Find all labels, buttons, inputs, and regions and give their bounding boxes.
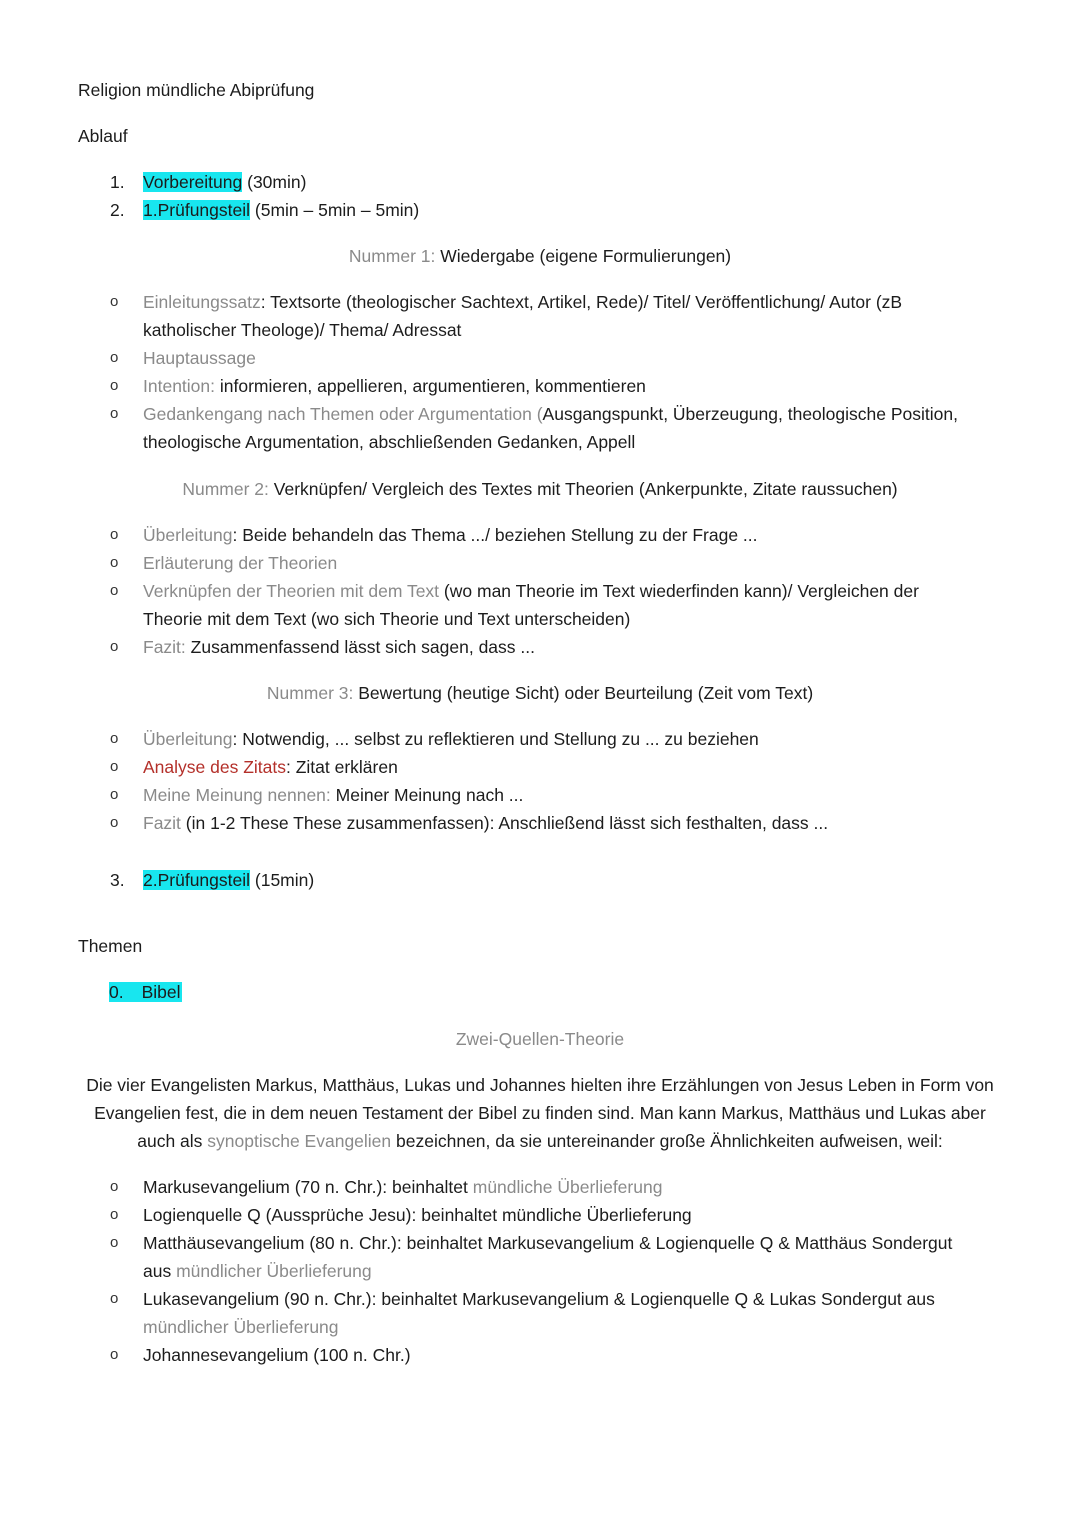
bullet-icon: o (110, 349, 119, 366)
page-title: Religion mündliche Abiprüfung (78, 80, 315, 100)
nummer2-heading: Nummer 2: Verknüpfen/ Vergleich des Textes mit Theorien (Ankerpunkte, Zitate raussuchen) (182, 479, 898, 499)
bullet-icon: o (110, 1206, 119, 1223)
step-2-number: 2. (110, 200, 125, 220)
bullet-icon: o (110, 1178, 119, 1195)
bullet-icon: o (110, 554, 119, 571)
step-3-duration: (15min) (250, 870, 315, 890)
list-item-continuation: theologische Argumentation, abschließenden Gedanken, Appell (143, 432, 636, 452)
bullet-icon: o (110, 786, 119, 803)
list-item-continuation: aus mündlicher Überlieferung (143, 1261, 372, 1281)
bullet-icon: o (110, 526, 119, 543)
bullet-icon: o (110, 1346, 119, 1363)
nummer3-heading: Nummer 3: Bewertung (heutige Sicht) oder Beurteilung (Zeit vom Text) (266, 683, 814, 703)
themen-item-number: 0. (109, 982, 124, 1002)
bullet-icon: o (110, 814, 119, 831)
bullet-icon: o (110, 293, 119, 310)
paragraph-line: auch als synoptische Evangelien bezeichnen, da sie untereinander große Ähnlichkeiten aufweisen, weil: (137, 1131, 943, 1151)
step-2-duration: (5min – 5min – 5min) (250, 200, 420, 220)
themen-heading: Themen (78, 936, 143, 956)
list-item-continuation: Theorie mit dem Text (wo sich Theorie und Text unterscheiden) (143, 609, 631, 629)
bullet-icon: o (110, 377, 119, 394)
paragraph-line: Die vier Evangelisten Markus, Matthäus, Lukas und Johannes hielten ihre Erzählungen von Jesus Leben in Form von (86, 1075, 994, 1095)
list-item-continuation: mündlicher Überlieferung (143, 1317, 339, 1337)
list-item-continuation: katholischer Theologe)/ Thema/ Adressat (143, 320, 462, 340)
themen-item-bibel (109, 978, 182, 1006)
paragraph-line: Evangelien fest, die in dem neuen Testament der Bibel zu finden sind. Man kann Markus, Matthäus und Lukas aber (94, 1103, 986, 1123)
step-3-number: 3. (110, 870, 125, 890)
bullet-icon: o (110, 1234, 119, 1251)
bullet-icon: o (110, 730, 119, 747)
step-1-label: Vorbereitung (143, 172, 243, 192)
zwei-quellen-heading: Zwei-Quellen-Theorie (455, 1029, 625, 1049)
step-1-number: 1. (110, 172, 125, 192)
ablauf-heading: Ablauf (78, 126, 128, 146)
bullet-icon: o (110, 1290, 119, 1307)
bullet-icon: o (110, 405, 119, 422)
themen-item-label: Bibel (141, 982, 181, 1002)
nummer1-heading: Nummer 1: Wiedergabe (eigene Formulierungen) (348, 246, 732, 266)
step-2-label: 1.Prüfungsteil (143, 200, 251, 220)
bullet-icon: o (110, 638, 119, 655)
bullet-icon: o (110, 582, 119, 599)
step-1-duration: (30min) (242, 172, 307, 192)
step-3-label: 2.Prüfungsteil (143, 870, 251, 890)
bullet-icon: o (110, 758, 119, 775)
